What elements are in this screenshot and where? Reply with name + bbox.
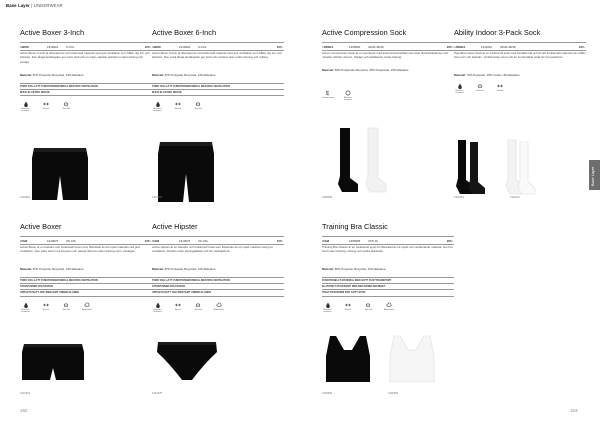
feature-item: TIGHT PASSFORM FÖR GOTT STÖD: [322, 290, 454, 296]
product-material: Material: 85% Polyester Recycled, 15% Elastane: [322, 267, 386, 271]
cloud-icon: Breathable: [81, 302, 92, 311]
feature-list: [152, 277, 284, 297]
product-title: Active Boxer 3-Inch: [20, 28, 85, 37]
feature-icons: [152, 302, 229, 313]
product-card-compression-sock[interactable]: Active Compression Sock UNISEX 1905950 34/36-46/48 295:- Active Compression Sock är en sportsock med kompressionseffekt som ökar blodcirkulationen och minskar trötthet i benen. Stödjer och stabiliserar under träning. Material: 60% Polyamide Recycled, 25% Polyamide, 15% Elastane Compression Moisture transport 1905950: [322, 28, 454, 199]
product-spec-row: DAM 1906955 XXS-XL 265:-: [322, 236, 454, 245]
soft-feel-icon: Soft feel: [193, 302, 204, 311]
product-card-active-boxer-6-inch[interactable]: Active Boxer 6-Inch HERR 1910902 S-XXL 165:- Active Boxer 6-Inch är tillverkad av ett funktionellt material med god ventilation som håller dig torr och bekväm. Den extra långa benlängden ger stöd och minskar skav under löpning och cykling. Material: 87% Polyester Recycled, 13% Elastane TORR OCH LÄTT FUNKTIONSMATERIAL MED BRA VENTILATION MJUK ELASTISK RESÅR Moisture transport Stretch Soft feel 1910902: [152, 28, 284, 223]
soft-feel-icon: Soft feel: [61, 101, 72, 110]
product-description: Active Hipster är en bekväm och funktionell trosa som tillverkats av ett mjukt material med god ventilation. Perfekt under träningskläder och för vardagsbruk.: [152, 245, 273, 254]
feature-item: ÅTERVUNNEN POLYESTER: [152, 284, 284, 290]
product-spec-row: UNISEX 1911610 34/36-46/48 195:-: [454, 42, 586, 51]
page-header: [0, 0, 600, 12]
price: 155:-: [276, 238, 284, 243]
product-image-boxer-women: [20, 342, 86, 384]
product-spec-row: HERR 1910902 S-XXL 165:-: [152, 42, 284, 51]
product-image-indoor-socks: [454, 138, 544, 196]
price: 265:-: [446, 238, 454, 243]
moisture-icon: Moisture transport: [152, 101, 163, 112]
cloud-icon: Breathable: [383, 302, 394, 311]
product-description: Active Compression Sock är en sportsock med kompressionseffekt som ökar blodcirkulationen och minskar trötthet i benen. Stödjer och stabiliserar under träning.: [322, 51, 449, 60]
price: 195:-: [578, 44, 586, 49]
product-material: Material: 60% Polyamide Recycled, 25% Polyamide, 15% Elastane: [322, 68, 409, 72]
feature-item: ÅTERVUNNEN POLYESTER: [20, 284, 152, 290]
page-number-right: 163: [570, 408, 578, 413]
product-material: Material: 87% Polyester Recycled, 13% Elastane: [20, 267, 84, 271]
product-description: Active Boxer är en bekväm och funktionell boxer som tillverkats av ett mjukt material med god ventilation. Den sitter skönt mot kroppen och passar lika bra under träning som i vardagen.: [20, 245, 140, 254]
product-image-boxer-3inch: [30, 146, 90, 202]
feature-item: TORR OCH LÄTT FUNKTIONSMATERIAL MED BRA VENTILATION: [152, 84, 284, 90]
product-material: Material: 87% Polyester Recycled, 13% Elastane: [20, 73, 84, 77]
compression-icon: Compression: [322, 90, 333, 99]
product-description: Active Boxer 3-Inch är tillverkad av ett funktionellt material med god ventilation som håller dig torr och bekväm. Den långa benlängden ger extra stöd och en mjuk, elastisk passform under träning och vardag.: [20, 51, 150, 64]
side-section-tab[interactable]: Base Layer: [589, 160, 600, 190]
feature-icons: [20, 302, 97, 313]
soft-feel-icon: Soft feel: [363, 302, 374, 311]
stretch-icon: Stretch: [40, 101, 51, 110]
product-card-training-bra-classic[interactable]: Training Bra Classic DAM 1906955 XXS-XL 265:- Training Bra Classic är en funktionell sport-bh tillverkad av ett mjukt och ventilerande material. Ger bra stöd under löpning, träning och andra aktiviteter. Material: 85% Polyester Recycled, 15% Elastane FUNKTIONELLT MATERIAL MED GOTT FUKTTRANSPORT ELASTISKT RYGGPARTI MED BRA RÖRELSEFRIHET TIGHT PASSFORM FÖR GOTT STÖD Moisture transport Stretch Soft feel Breathable 1906955 1906955: [322, 222, 454, 395]
product-card-active-boxer-women[interactable]: Active Boxer DAM 1910676 XS-XXL 165:- Active Boxer är en bekväm och funktionell boxer som tillverkats av ett mjukt material med god ventilation. Den sitter skönt mot kroppen och passar lika bra under träning som i vardagen. Material: 87% Polyester Recycled, 13% Elastane TORR OCH LÄTT FUNKTIONSMATERIAL MED BRA VENTILATION ÅTERVUNNEN POLYESTER UPPLEVS RÄTT OCH BEKVÄMT UNDER KLÄDER Moisture transport Stretch Soft feel Breathable 1910676: [20, 222, 152, 395]
feature-item: TORR OCH LÄTT FUNKTIONSMATERIAL MED BRA VENTILATION: [152, 278, 284, 284]
feature-icons: [152, 101, 209, 112]
section-title: Base Layer | UNDERWEAR: [6, 3, 63, 8]
moisture-icon: Moisture transport: [152, 302, 163, 313]
feature-item: FUNKTIONELLT MATERIAL MED GOTT FUKTTRANSPORT: [322, 278, 454, 284]
moisture-icon: Moisture transport: [342, 90, 353, 101]
product-spec-row: DAM 1910676 XS-XXL 165:-: [20, 236, 152, 245]
feature-item: UPPLEVS RÄTT OCH BEKVÄMT UNDER KLÄDER: [20, 290, 152, 296]
feature-list: [322, 277, 454, 297]
product-title: Training Bra Classic: [322, 222, 388, 231]
soft-feel-icon: Soft feel: [474, 83, 485, 92]
product-description: Populära Indoor Sock är en funktionell sock med förstärkt häl och tå. Ett funktionellt material som håller foten torr och bekväm. Ventilerande zoner och en komfortabel resår för bra passform.: [454, 51, 586, 60]
product-title: Ability Indoor 3-Pack Sock: [454, 28, 541, 37]
product-spec-row: HERR 1910901 S-XXL 165:-: [20, 42, 152, 51]
feature-item: MJUK ELASTISK RESÅR: [152, 90, 284, 96]
product-title: Active Boxer 6-Inch: [152, 28, 217, 37]
feature-item: TORR OCH LÄTT FUNKTIONSMATERIAL MED BRA VENTILATION: [20, 84, 152, 90]
product-material: Material: 87% Polyester Recycled, 13% Elastane: [152, 267, 216, 271]
moisture-icon: Moisture transport: [454, 83, 465, 94]
feature-icons: [20, 101, 77, 112]
product-material: Material: 74% Polyester, 18% Cotton, 8% Elastane: [454, 73, 520, 77]
feature-item: MJUK ELASTISK RESÅR: [20, 90, 152, 96]
product-card-indoor-3-pack-sock[interactable]: Ability Indoor 3-Pack Sock UNISEX 1911610 34/36-46/48 195:- Populära Indoor Sock är en funktionell sock med förstärkt häl och tå. Ett funktionellt material som håller foten torr och bekväm. Ventilerande zoner och en komfortabel resår för bra passform. Material: 74% Polyester, 18% Cotton, 8% Elastane Moisture transport Soft feel Stretch 1911610 1911610: [454, 28, 586, 199]
stretch-icon: Stretch: [172, 101, 183, 110]
soft-feel-icon: Soft feel: [61, 302, 72, 311]
feature-item: UPPLEVS RÄTT OCH BEKVÄMT UNDER KLÄDER: [152, 290, 284, 296]
product-spec-row: UNISEX 1905950 34/36-46/48 295:-: [322, 42, 454, 51]
moisture-icon: Moisture transport: [20, 302, 31, 313]
price: 165:-: [144, 44, 152, 49]
product-title: Active Boxer: [20, 222, 62, 231]
price: 165:-: [144, 238, 152, 243]
feature-icons: [454, 83, 511, 94]
price: 165:-: [276, 44, 284, 49]
feature-item: TORR OCH LÄTT FUNKTIONSMATERIAL MED BRA VENTILATION: [20, 278, 152, 284]
feature-list: [20, 83, 152, 96]
stretch-icon: Stretch: [342, 302, 353, 311]
feature-item: ELASTISKT RYGGPARTI MED BRA RÖRELSEFRIHET: [322, 284, 454, 290]
product-card-active-boxer-3-inch[interactable]: Active Boxer 3-Inch HERR 1910901 S-XXL 165:- Active Boxer 3-Inch är tillverkad av ett funktionellt material med god ventilation som håller dig torr och bekväm. Den långa benlängden ger extra stöd och en mjuk, elastisk passform under träning och vardag. Material: 87% Polyester Recycled, 13% Elastane TORR OCH LÄTT FUNKTIONSMATERIAL MED BRA VENTILATION MJUK ELASTISK RESÅR Moisture transport Stretch Soft feel 1910901: [20, 28, 152, 223]
product-card-active-hipster[interactable]: Active Hipster DAM 1910675 XS-XXL 155:- Active Hipster är en bekväm och funktionell trosa som tillverkats av ett mjukt material med god ventilation. Perfekt under träningskläder och för vardagsbruk. Material: 87% Polyester Recycled, 13% Elastane TORR OCH LÄTT FUNKTIONSMATERIAL MED BRA VENTILATION ÅTERVUNNEN POLYESTER UPPLEVS RÄTT OCH BEKVÄMT UNDER KLÄDER Moisture transport Stretch Soft feel Breathable 1910675: [152, 222, 284, 395]
stretch-icon: Stretch: [495, 83, 506, 92]
feature-icons: [322, 90, 358, 101]
product-description: Training Bra Classic är en funktionell sport-bh tillverkad av ett mjukt och ventilerande material. Ger bra stöd under löpning, träning och andra aktiviteter.: [322, 245, 453, 254]
product-description: Active Boxer 6-Inch är tillverkad av ett funktionellt material med god ventilation som håller dig torr och bekväm. Den extra långa benlängden ger stöd och minskar skav under löpning och cykling.: [152, 51, 282, 60]
soft-feel-icon: Soft feel: [193, 101, 204, 110]
product-title: Active Hipster: [152, 222, 198, 231]
feature-list: [20, 277, 152, 297]
stretch-icon: Stretch: [40, 302, 51, 311]
product-image-compression-socks: [328, 126, 398, 196]
price: 295:-: [446, 44, 454, 49]
product-image-boxer-6inch: [154, 140, 218, 204]
product-image-hipster: [154, 340, 220, 384]
product-spec-row: DAM 1910675 XS-XXL 155:-: [152, 236, 284, 245]
moisture-icon: Moisture transport: [20, 101, 31, 112]
page-number-left: 162: [20, 408, 28, 413]
feature-list: [152, 83, 284, 96]
stretch-icon: Stretch: [172, 302, 183, 311]
moisture-icon: Moisture transport: [322, 302, 333, 313]
product-image-training-bras: [322, 334, 442, 386]
product-material: Material: 87% Polyester Recycled, 13% Elastane: [152, 73, 216, 77]
cloud-icon: Breathable: [213, 302, 224, 311]
product-title: Active Compression Sock: [322, 28, 407, 37]
feature-icons: [322, 302, 399, 313]
